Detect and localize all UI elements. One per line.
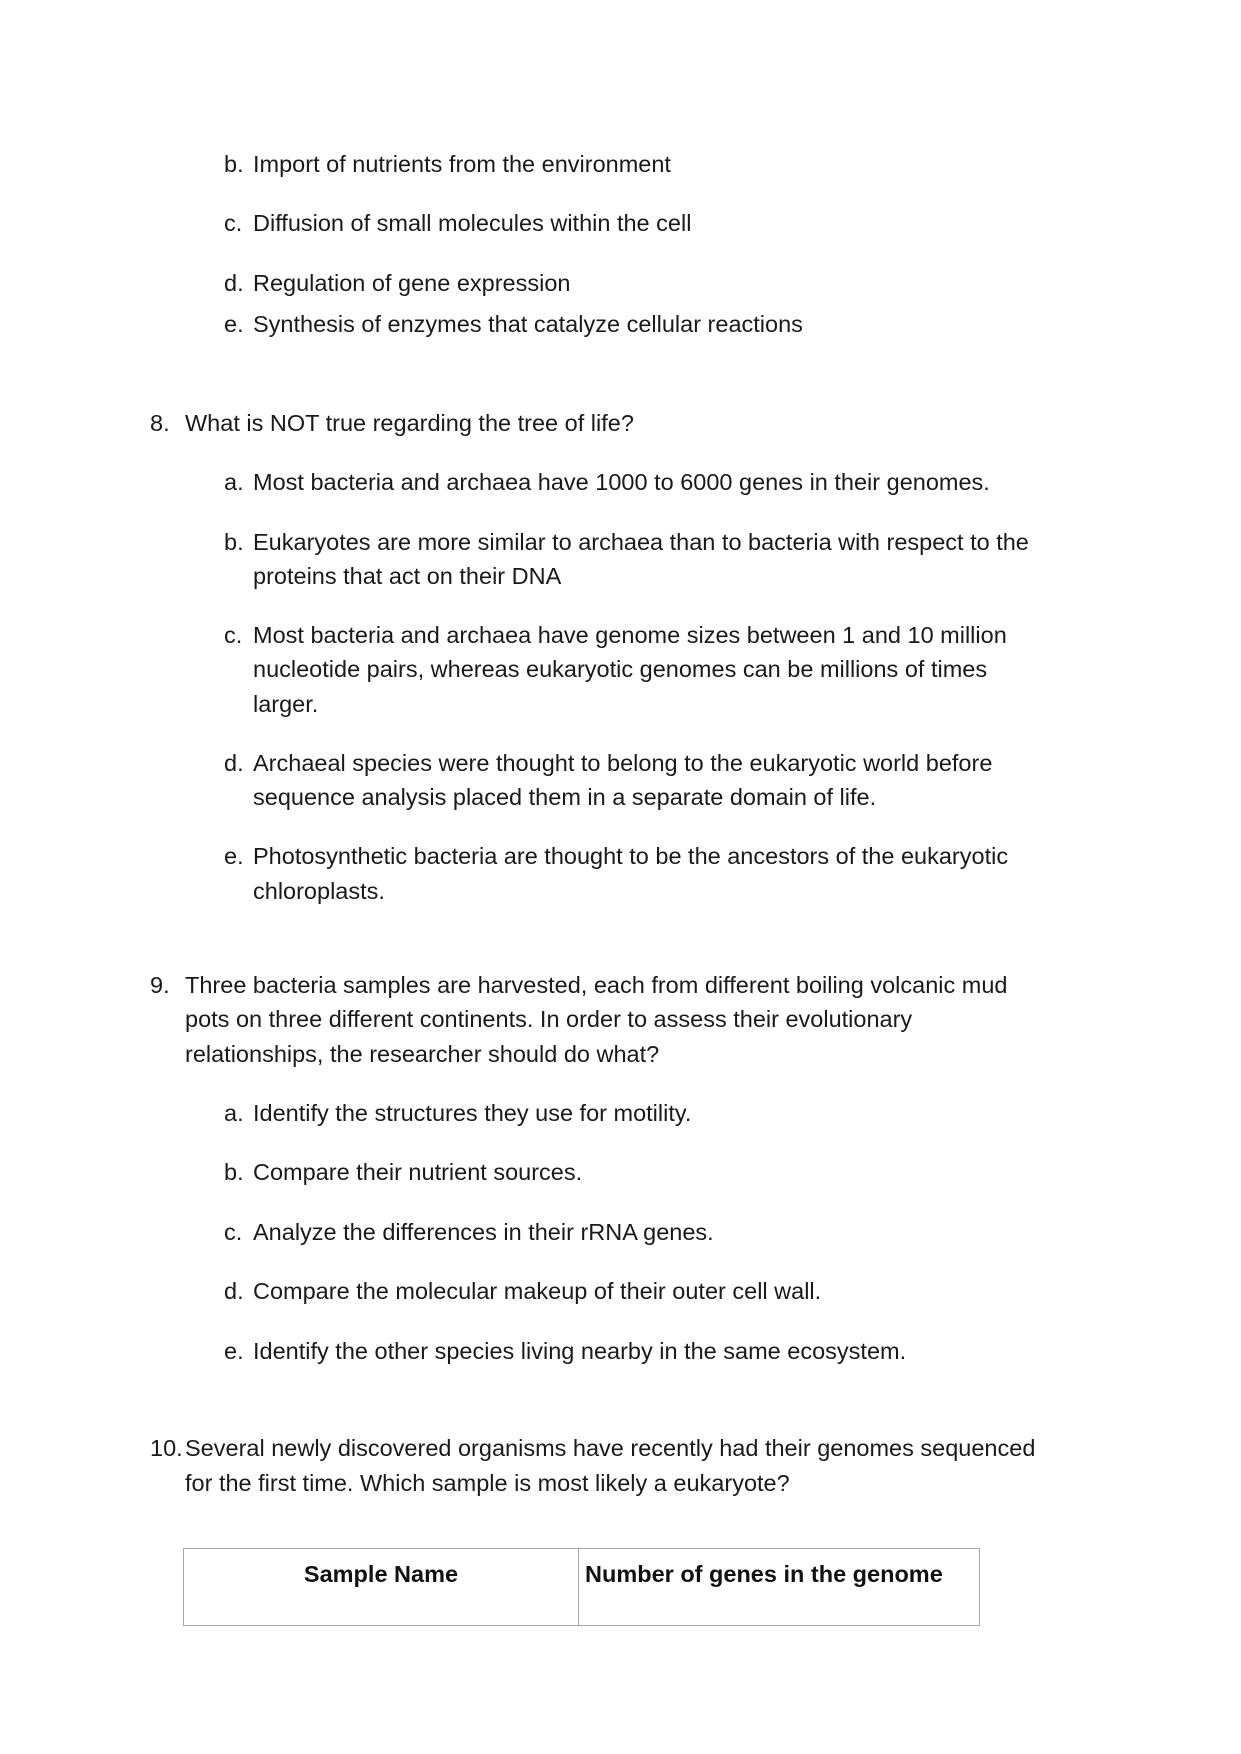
option-letter: c. [224, 210, 243, 236]
option-text: Regulation of gene expression [253, 270, 571, 296]
option-text: Compare their nutrient sources. [253, 1159, 583, 1185]
option-text: Archaeal species were thought to belong to the eukaryotic world before [253, 750, 993, 776]
option-text: Photosynthetic bacteria are thought to be the ancestors of the eukaryotic [253, 843, 1009, 869]
option-text: Import of nutrients from the environment [253, 151, 671, 177]
question-stem: pots on three different continents. In order to assess their evolutionary [185, 1006, 913, 1032]
question-stem: Several newly discovered organisms have recently had their genomes sequenced [185, 1435, 1036, 1461]
option-letter: c. [224, 622, 243, 648]
option-letter: d. [224, 750, 244, 776]
samples-table [183, 1548, 980, 1626]
option-text: sequence analysis placed them in a separate domain of life. [253, 784, 877, 810]
option-text: Compare the molecular makeup of their outer cell wall. [253, 1278, 822, 1304]
option-text: Identify the other species living nearby in the same ecosystem. [253, 1338, 907, 1364]
option-text: larger. [253, 691, 319, 717]
option-letter: b. [224, 1159, 244, 1185]
option-text: Most bacteria and archaea have 1000 to 6000 genes in their genomes. [253, 469, 990, 495]
question-stem: for the first time. Which sample is most likely a eukaryote? [185, 1470, 790, 1496]
table-header-gene-count: Number of genes in the genome [579, 1549, 980, 1626]
option-letter: e. [224, 311, 244, 337]
option-letter: d. [224, 1278, 244, 1304]
question-number: 10. [150, 1435, 183, 1461]
option-text: Synthesis of enzymes that catalyze cellular reactions [253, 311, 803, 337]
option-letter: d. [224, 270, 244, 296]
option-text: Eukaryotes are more similar to archaea than to bacteria with respect to the [253, 529, 1029, 555]
table-header-sample-name: Sample Name [184, 1549, 579, 1626]
option-letter: b. [224, 151, 244, 177]
option-text: nucleotide pairs, whereas eukaryotic genomes can be millions of times [253, 656, 988, 682]
option-letter: e. [224, 843, 244, 869]
option-text: proteins that act on their DNA [253, 563, 562, 589]
option-text: chloroplasts. [253, 878, 385, 904]
option-letter: e. [224, 1338, 244, 1364]
option-letter: a. [224, 1100, 244, 1126]
question-number: 8. [150, 410, 170, 436]
option-text: Analyze the differences in their rRNA genes. [253, 1219, 714, 1245]
option-text: Most bacteria and archaea have genome sizes between 1 and 10 million [253, 622, 1007, 648]
question-number: 9. [150, 972, 170, 998]
table-header-row [184, 1549, 980, 1626]
option-letter: c. [224, 1219, 243, 1245]
option-letter: b. [224, 529, 244, 555]
question-stem: relationships, the researcher should do what? [185, 1041, 660, 1067]
option-text: Diffusion of small molecules within the cell [253, 210, 692, 236]
question-stem: Three bacteria samples are harvested, each from different boiling volcanic mud [185, 972, 1008, 998]
question-stem: What is NOT true regarding the tree of life? [185, 410, 634, 436]
option-text: Identify the structures they use for motility. [253, 1100, 692, 1126]
option-letter: a. [224, 469, 244, 495]
